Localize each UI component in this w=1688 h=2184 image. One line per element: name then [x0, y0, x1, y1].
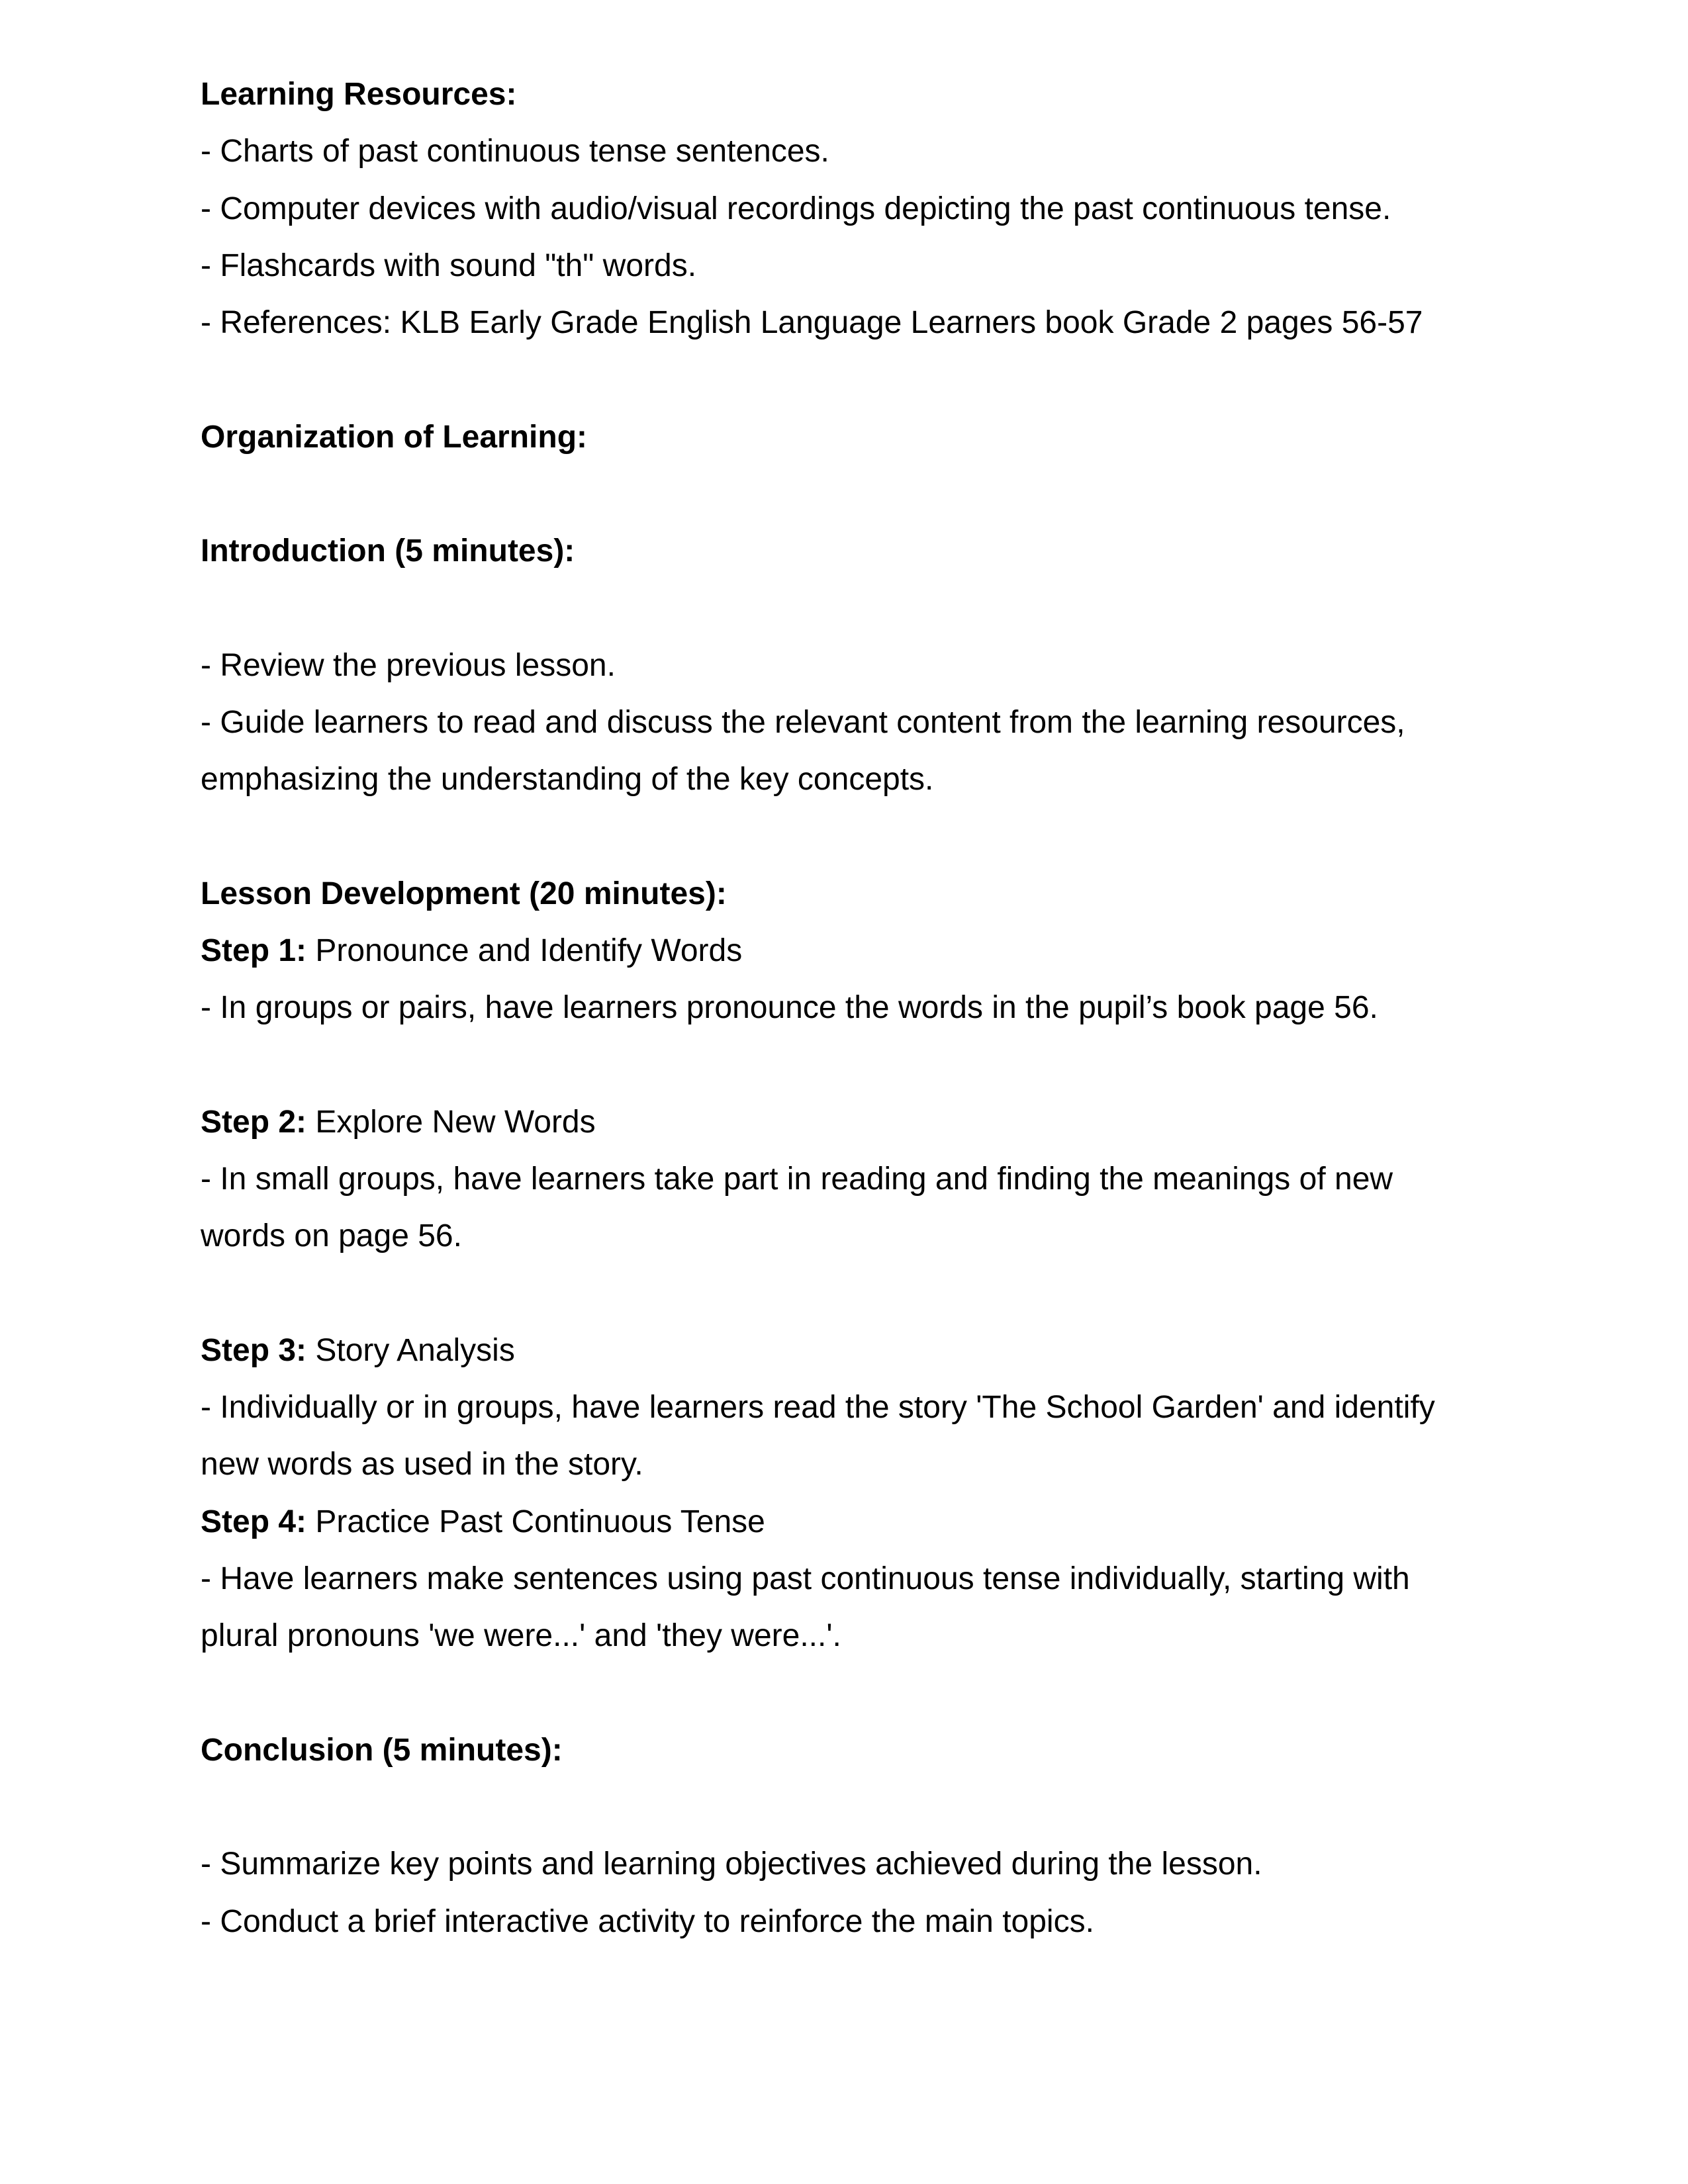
- step-2-title: [201, 1107, 596, 1138]
- introduction-line: emphasizing the understanding of the key concepts.: [201, 762, 934, 797]
- step-4-line: - Have learners make sentences using past continuous tense individually, starting with: [201, 1561, 1410, 1596]
- step-title: Story Analysis: [306, 1333, 515, 1368]
- introduction-heading: Introduction (5 minutes):: [201, 533, 575, 569]
- conclusion-line: - Summarize key points and learning objectives achieved during the lesson.: [201, 1846, 1262, 1882]
- resource-item: - Flashcards with sound "th" words.: [201, 248, 697, 283]
- step-title: Explore New Words: [306, 1105, 596, 1140]
- step-3-line: new words as used in the story.: [201, 1447, 643, 1482]
- resource-item: - References: KLB Early Grade English Language Learners book Grade 2 pages 56-57: [201, 305, 1423, 340]
- step-1-line: - In groups or pairs, have learners pronounce the words in the pupil’s book page 56.: [201, 990, 1378, 1025]
- learning-resources-heading: Learning Resources:: [201, 77, 517, 112]
- step-title: Practice Past Continuous Tense: [306, 1504, 765, 1539]
- conclusion-line: - Conduct a brief interactive activity to reinforce the main topics.: [201, 1904, 1094, 1939]
- conclusion-heading: Conclusion (5 minutes):: [201, 1733, 563, 1768]
- step-4-line: plural pronouns 'we were...' and 'they were...'.: [201, 1618, 841, 1653]
- introduction-line: - Guide learners to read and discuss the relevant content from the learning resources,: [201, 705, 1405, 740]
- step-2-line: words on page 56.: [201, 1218, 462, 1253]
- step-label: Step 1:: [201, 933, 307, 968]
- step-4-title: [201, 1506, 765, 1538]
- step-label: Step 2:: [201, 1105, 307, 1140]
- lesson-development-heading: Lesson Development (20 minutes):: [201, 876, 727, 911]
- introduction-line: - Review the previous lesson.: [201, 648, 616, 683]
- step-label: Step 4:: [201, 1504, 307, 1539]
- step-2-line: - In small groups, have learners take part in reading and finding the meanings of new: [201, 1161, 1393, 1197]
- step-title: Pronounce and Identify Words: [306, 933, 743, 968]
- resource-item: - Computer devices with audio/visual recordings depicting the past continuous tense.: [201, 191, 1391, 226]
- step-3-title: [201, 1335, 515, 1367]
- step-label: Step 3:: [201, 1333, 307, 1368]
- step-3-line: - Individually or in groups, have learners read the story 'The School Garden' and identify: [201, 1390, 1435, 1425]
- resource-item: - Charts of past continuous tense sentences.: [201, 134, 829, 169]
- organization-heading: Organization of Learning:: [201, 420, 587, 455]
- step-1-title: [201, 935, 742, 967]
